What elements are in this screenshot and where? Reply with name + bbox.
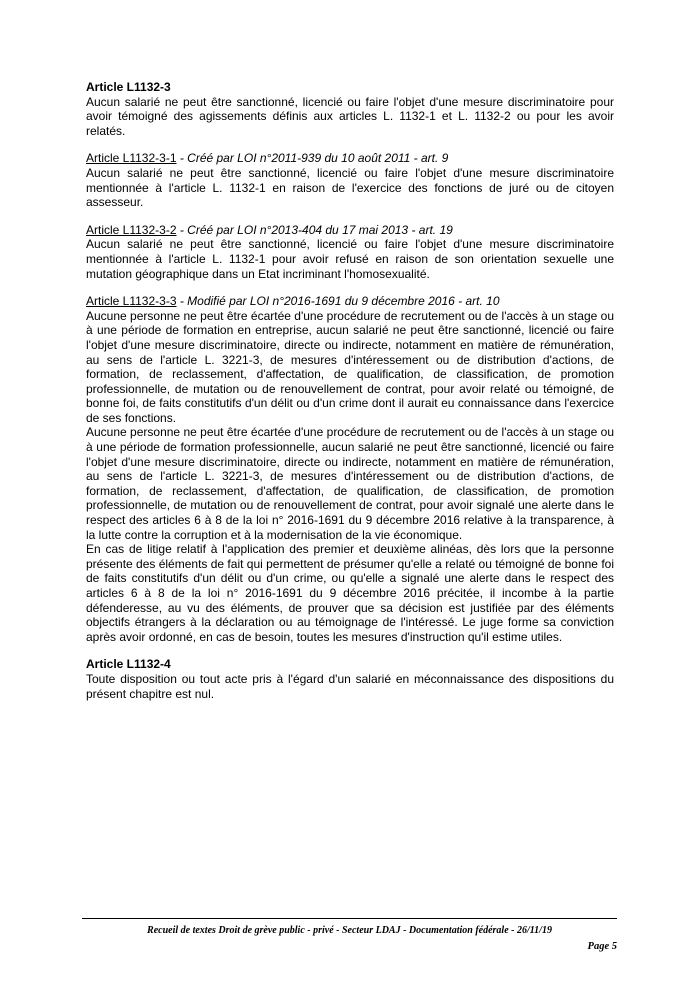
article-title: Article L1132-4	[86, 657, 171, 672]
article-heading	[86, 223, 614, 238]
article-reference-link[interactable]: Article L1132-3-3	[86, 294, 177, 309]
page-footer	[82, 918, 617, 953]
article-meta: - Créé par LOI n°2013-404 du 17 mai 2013 - art. 19	[176, 222, 453, 237]
article-reference-link[interactable]: Article L1132-3-1	[86, 151, 177, 166]
article-paragraph: Aucun salarié ne peut être sanctionné, licencié ou faire l'objet d'une mesure discriminatoire mentionnée à l'article L. 1132-1 pour avoir refusé en raison de son orientation sexuelle une mutation géographique dans un Etat incriminant l'homosexualité.	[86, 237, 614, 281]
article-heading	[86, 151, 614, 166]
article-paragraph: Aucune personne ne peut être écartée d'une procédure de recrutement ou de l'accès à un stage ou à une période de formation en entreprise, aucun salarié ne peut être sanctionné, licencié ou faire l'objet d'une mesure discriminatoire, directe ou indirecte, notamment en matière de rémunération, au sens de l'article L. 3221-3, de mesures d'intéressement ou de distribution d'actions, de formation, de reclassement, d'affectation, de qualification, de classification, de promotion professionnelle, de mutation ou de renouvellement de contrat, pour avoir relaté ou témoigné, de bonne foi, de faits constitutifs d'un délit ou d'un crime dont il aurait eu connaissance dans l'exercice de ses fonctions.	[86, 308, 614, 425]
article-l1132-3-1	[86, 151, 614, 209]
article-paragraph: Aucune personne ne peut être écartée d'une procédure de recrutement ou de l'accès à un stage ou à une période de formation professionnelle, aucun salarié ne peut être sanctionné, licencié ou faire l'objet d'une mesure discriminatoire, directe ou indirecte, notamment en matière de rémunération, au sens de l'article L. 3221-3, de mesures d'intéressement ou de distribution d'actions, de formation, de reclassement, d'affectation, de qualification, de classification, de promotion professionnelle, de mutation ou de renouvellement de contrat, pour avoir signalé une alerte dans le respect des articles 6 à 8 de la loi n° 2016-1691 du 9 décembre 2016 relative à la transparence, à la lutte contre la corruption et à la modernisation de la vie économique.	[86, 425, 614, 542]
article-l1132-3	[86, 80, 614, 138]
article-meta: - Créé par LOI n°2011-939 du 10 août 2011 - art. 9	[176, 151, 449, 166]
article-title: Article L1132-3	[86, 80, 171, 94]
article-l1132-3-2	[86, 223, 614, 281]
article-l1132-3-3	[86, 294, 614, 644]
article-paragraph: Aucun salarié ne peut être sanctionné, licencié ou faire l'objet d'une mesure discriminatoire pour avoir témoigné des agissements définis aux articles L. 1132-1 et L. 1132-2 ou pour les avoir relatés.	[86, 94, 614, 138]
article-paragraph: En cas de litige relatif à l'application des premier et deuxième alinéas, dès lors que la personne présente des éléments de fait qui permettent de présumer qu'elle a relaté ou témoigné de bonne foi de faits constitutifs d'un délit ou d'un crime, ou qu'elle a signalé une alerte dans le respect des articles 6 à 8 de la loi n° 2016-1691 du 9 décembre 2016 précitée, il incombe à la partie défenderesse, au vu des éléments, de prouver que sa décision est justifiée par des éléments objectifs étrangers à la déclaration ou au témoignage de l'intéressé. Le juge forme sa conviction après avoir ordonné, en cas de besoin, toutes les mesures d'instruction qu'il estime utiles.	[86, 542, 614, 644]
article-heading	[86, 294, 614, 309]
footer-text: Recueil de textes Droit de grève public - privé - Secteur LDAJ - Documentation fédérale - 26/11/19	[147, 925, 552, 936]
article-paragraph: Toute disposition ou tout acte pris à l'égard d'un salarié en méconnaissance des dispositions du présent chapitre est nul.	[86, 671, 614, 701]
article-paragraph: Aucun salarié ne peut être sanctionné, licencié ou faire l'objet d'une mesure discriminatoire mentionnée à l'article L. 1132-1 en raison de l'exercice des fonctions de juré ou de citoyen assesseur.	[86, 165, 614, 210]
page-number: Page 5	[587, 941, 617, 952]
article-reference-link[interactable]: Article L1132-3-2	[86, 222, 177, 237]
article-l1132-4	[86, 657, 614, 701]
article-meta: - Modifié par LOI n°2016-1691 du 9 décembre 2016 - art. 10	[176, 294, 500, 309]
